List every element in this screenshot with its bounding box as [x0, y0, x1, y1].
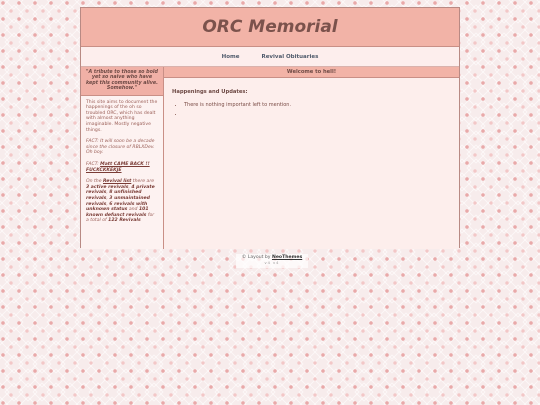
stat-total: 122 Revivals: [108, 218, 141, 224]
main-content: [164, 67, 459, 249]
fact-2-link[interactable]: Matt CAME BACK !! FUCKCKKEKJE: [86, 161, 150, 173]
main-heading: Welcome to hell!: [164, 67, 459, 78]
list-item: • There is nothing important left to mention.: [184, 102, 451, 108]
stat-active: 3 active revivals: [86, 184, 129, 190]
stat-private: 4 private revivals: [86, 184, 155, 196]
rev-text: ,: [106, 190, 110, 196]
rev-text: there are: [131, 179, 155, 185]
sidebar-revival-stats: [86, 179, 158, 224]
stat-unknown: 6 revivals with unknown status: [86, 201, 148, 213]
page-container: [80, 7, 460, 248]
neothemes-link[interactable]: NeoThemes: [271, 255, 303, 260]
rev-text: ,: [106, 195, 110, 201]
footer-credit: © Layout by: [241, 255, 272, 260]
rev-text: ,: [106, 201, 110, 207]
updates-list: [172, 102, 451, 117]
nav-item-revival-obituaries[interactable]: Revival Obituaries: [261, 53, 319, 60]
rev-text: ,: [128, 184, 132, 190]
sidebar-fact-2: [86, 162, 158, 173]
stat-unfinished: 8 unfinished revivals: [86, 190, 142, 201]
revival-list-link[interactable]: Revival list: [103, 179, 132, 185]
stat-unmaintained: 3 unmaintained revivals: [86, 195, 150, 207]
rev-text: for a total of: [86, 212, 155, 224]
main-nav: [81, 47, 459, 67]
section-title: Happenings and Updates:: [172, 89, 248, 95]
rev-text: and: [127, 207, 139, 213]
stat-defunct: 101 known defunct revivals: [86, 207, 149, 218]
sidebar-about: This site aims to document the happenings of the oh so troubled ORC, which has dealt with almost anything imaginable. Mostly negative things.: [86, 99, 158, 133]
site-header: [81, 8, 459, 47]
sidebar-tagline: "A tribute to those so bold yet so naive who have kept this community alive. Somehow.": [81, 67, 163, 96]
rev-text: On the: [86, 179, 103, 185]
footer: [236, 254, 308, 268]
list-item: [184, 111, 451, 117]
sidebar: [81, 67, 164, 249]
nav-item-home[interactable]: Home: [221, 53, 240, 60]
site-title: ORC Memorial: [202, 17, 338, 37]
fact-2-prefix: FACT:: [86, 161, 101, 167]
footer-sub: v4 v4: [264, 260, 280, 265]
sidebar-fact-1: FACT: It will soon be a decade since the closure of RBLXDev. Oh boy.: [86, 139, 155, 156]
